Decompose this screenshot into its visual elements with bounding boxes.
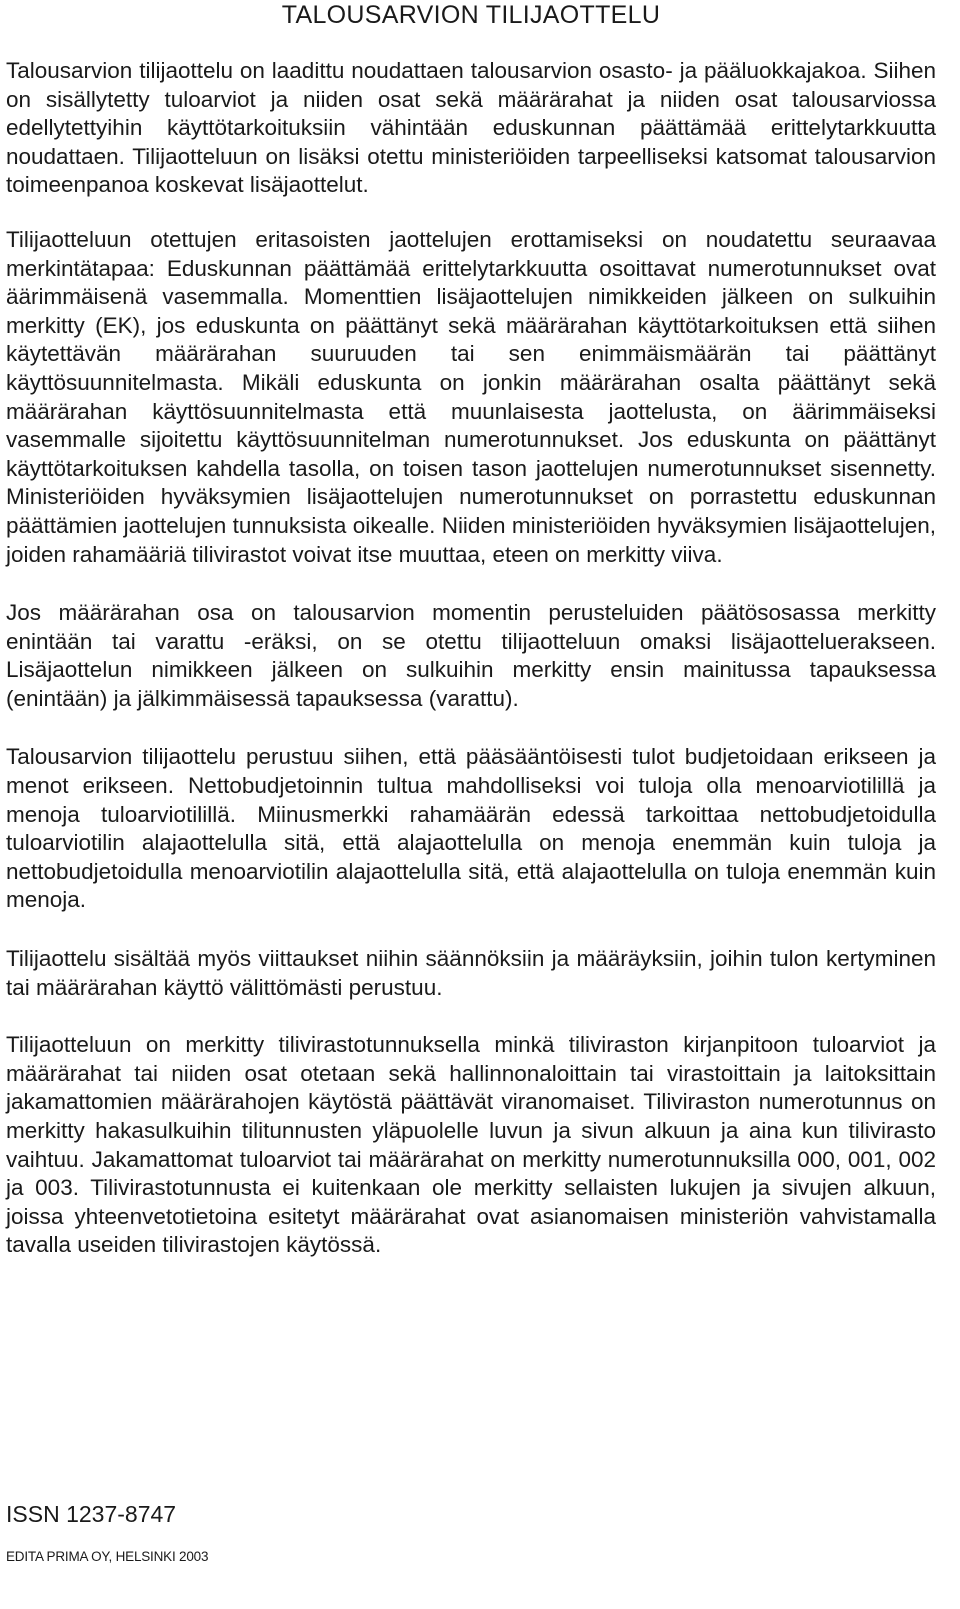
paragraph-net-budgeting: Talousarvion tilijaottelu perustuu siihen, että pääsääntöisesti tulot budjetoidaan erikseen ja menot erikseen. Nettobudjetoinnin tultua mahdolliseksi voi tuloja olla menoarviotilillä ja menoja tuloarviotilillä. Miinusmerkki rahamäärän edessä tarkoittaa nettobudjetoidulla tuloarviotilin alajaottelulla sitä, että alajaottelulla on menoja enemmän kuin tuloja ja nettobudjetoidulla menoarviotilin alajaottelulla sitä, että alajaottelulla on tuloja enemmän kuin menoja. (6, 744, 936, 913)
paragraph-reserved-items: Jos määrärahan osa on talousarvion momentin perusteluiden päätösosassa merkitty enintään tai varattu -eräksi, on se otettu tilijaotteluun omaksi lisäjaotteluerakseen. Lisäjaottelun nimikkeen jälkeen on sulkuihin merkitty ensin mainitussa tapauksessa (enintään) ja jälkimmäisessä tapauksessa (varattu). (6, 600, 936, 711)
paragraph-intro: Talousarvion tilijaottelu on laadittu noudattaen talousarvion osasto- ja pääluokkajakoa. Siihen on sisällytetty tuloarviot ja niiden osat sekä määrärahat ja niiden osat talousarviossa edellytettyihin käyttötarkoituksiin vähintään eduskunnan päättämää erittelytarkkuutta noudattaen. Tilijaotteluun on lisäksi otettu ministeriöiden tarpeelliseksi katsomat talousarvion toimeenpanoa koskevat lisäjaottelut. (6, 58, 936, 198)
paragraph-notation: Tilijaotteluun otettujen eritasoisten jaottelujen erottamiseksi on noudatettu seuraavaa merkintätapaa: Eduskunnan päättämää erittelytarkkuutta osoittavat numerotunnukset ovat äärimmäisenä vasemmalla. Momenttien lisäjaottelujen nimikkeiden jälkeen on sulkuihin merkitty (EK), jos eduskunta on päättänyt sekä määrärahan käyttötarkoituksen että siihen käytettävän määrärahan suuruuden tai sen enimmäismäärän tai päättänyt käyttösuunnitelmasta. Mikäli eduskunta on jonkin määrärahan osalta päättänyt sekä määrärahan käyttösuunnitelmasta että muunlaisesta jaottelusta, on äärimmäiseksi vasemmalle sijoitettu käyttösuunnitelman numerotunnukset. Jos eduskunta on päättänyt käyttötarkoituksen kahdella tasolla, on toisen tason jaottelujen numerotunnukset sisennetty. Ministeriöiden hyväksymien lisäjaottelujen numerotunnukset on porrastettu eduskunnan päättämien jaottelujen tunnuksista oikealle. Niiden ministeriöiden hyväksymien lisäjaottelujen, joiden rahamääriä tilivirastot voivat itse muuttaa, eteen on merkitty viiva. (6, 226, 936, 567)
document-page (6, 0, 936, 1290)
issn-number: ISSN 1237-8747 (6, 1501, 177, 1527)
paragraph-references: Tilijaottelu sisältää myös viittaukset niihin säännöksiin ja määräyksiin, joihin tulon kertyminen tai määrärahan käyttö välittömästi perustuu. (6, 946, 936, 1000)
printer-imprint: EDITA PRIMA OY, HELSINKI 2003 (6, 1549, 209, 1564)
document-title: TALOUSARVION TILIJAOTTELU (281, 1, 661, 29)
document-footer (6, 1500, 606, 1564)
paragraph-accounting-office: Tilijaotteluun on merkitty tilivirastotunnuksella minkä tiliviraston kirjanpitoon tuloarviot ja määrärahat tai niiden osat otetaan sekä hallinnonaloittain tai virastoittain ja laitoksittain jakamattomien määrärahojen käytöstä päättävät viranomaiset. Tiliviraston numerotunnus on merkitty hakasulkuihin tilitunnusten yläpuolelle luvun ja sivun alkuun ja aina kun tilivirasto vaihtuu. Jakamattomat tuloarviot tai määrärahat on merkitty numerotunnuksilla 000, 001, 002 ja 003. Tilivirastotunnusta ei kuitenkaan ole merkitty sellaisten lukujen ja sivujen alkuun, joissa yhteenvetotietoina esitetyt määrärahat ovat asianomaisen ministeriön vahvistamalla tavalla useiden tilivirastojen käytössä. (6, 1032, 936, 1258)
